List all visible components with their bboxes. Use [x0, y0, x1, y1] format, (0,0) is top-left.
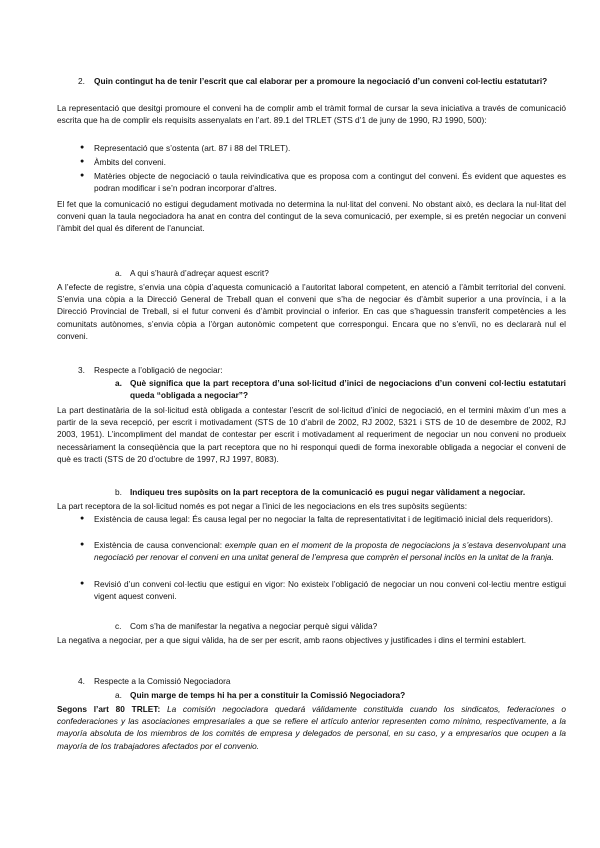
- question-3b-letter: b.: [115, 487, 122, 497]
- question-4a-letter: a.: [115, 690, 122, 700]
- question-3b-bullet-3: [94, 578, 566, 602]
- question-3b-bullet-1: [94, 513, 566, 525]
- question-3a-heading: Què significa que la part receptora d’una sol·licitud d’inici de negociacions d’un conveni col·lectiu estatutari queda “obligada a negociar”?: [130, 378, 566, 401]
- question-3-number: 3.: [78, 365, 85, 375]
- question-2a-heading: A qui s’haurà d’adreçar aquest escrit?: [130, 268, 269, 278]
- question-3b-heading: Indiqueu tres supòsits on la part receptora de la comunicació es pugui negar vàlidament a negociar.: [130, 487, 526, 497]
- question-2a-answer: A l’efecte de registre, s’envia una còpia d’aquesta comunicació a l’autoritat laboral competent, en atenció a l’àmbit territorial del conveni. S’envia una còpia a la Direcció General de Treball quan el conveni que s’ha de negociar és d’àmbit superior a una província, i a la Direcció Provincial de Treball, si el futur conveni és d’àmbit provincial o inferior. En cas que s’haguessin transferit competències a les comunitats autònomes, s’envia còpia a l’òrgan autonòmic competent que correspongui. Encara que no s’envïi, no es declararà nul el conveni.: [57, 282, 566, 341]
- bullet-dot: ●: [80, 144, 85, 151]
- question-3b-intro: La part receptora de la sol·licitud només es pot negar a l’inici de les negociacions en els tres supòsits següents:: [57, 501, 468, 511]
- question-3-heading: Respecte a l’obligació de negociar:: [94, 365, 223, 375]
- question-3c-letter: c.: [115, 621, 122, 631]
- question-2-bullet-2: Àmbits del conveni.: [94, 157, 166, 167]
- bullet-label: Existència de causa convencional:: [94, 540, 223, 550]
- bullet-dot: ●: [80, 515, 85, 522]
- question-4-heading: Respecte a la Comissió Negociadora: [94, 676, 231, 686]
- question-2-intro: La representació que desitgi promoure el conveni ha de complir amb el tràmit formal de cursar la seva iniciativa a través de comunicació escrita que ha de complir els requisits assenyalats en l’art. 89.1 del TRLET (STS d’1 de juny de 1990, RJ 1990, 500):: [57, 103, 566, 126]
- bullet-text: És causa legal per no negociar la falta de representativitat i de legitimació inicial dels requeridors).: [189, 514, 553, 524]
- answer-label: Segons l’art 80 TRLET:: [57, 704, 161, 714]
- question-2-heading: Quin contingut ha de tenir l’escrit que cal elaborar per a promoure la negociació d’un conveni col·lectiu estatutari?: [94, 76, 548, 86]
- bullet-label: Revisió d’un conveni col·lectiu que estigui en vigor:: [94, 579, 286, 589]
- question-3c-answer: La negativa a negociar, per a que sigui vàlida, ha de ser per escrit, amb raons objectives y justificades i dins el termini establert.: [57, 635, 527, 645]
- bullet-dot: ●: [80, 541, 85, 548]
- question-4-number: 4.: [78, 676, 85, 686]
- bullet-dot: ●: [80, 580, 85, 587]
- bullet-label: Existència de causa legal:: [94, 514, 190, 524]
- question-4a-answer: [57, 703, 566, 752]
- question-2-bullet-1: Representació que s’ostenta (art. 87 i 88 del TRLET).: [94, 143, 291, 153]
- answer-text: La comisión negociadora quedará válidamente constituida cuando los sindicatos, federaciones o confederaciones y las asociaciones empresariales a que se refiere el artículo anterior representen como mínimo, respectivamente, a la mayoría absoluta de los miembros de los comités de empresa y delegados de personal, en su caso, y a empresarios que ocupen a la mayoría de los trabajadores afectados por el convenio.: [57, 704, 566, 751]
- question-2-conclusion: El fet que la comunicació no estigui degudament motivada no determina la nul·litat del conveni. No obstant això, es declara la nul·litat del conveni quan la taula negociadora ha anat en contra del contingut de la seva comunicació, per exemple, si es pretén negociar un conveni l’àmbit del qual és diferent de l’anunciat.: [57, 199, 566, 234]
- question-2-bullet-3: Matèries objecte de negociació o taula reivindicativa que es proposa com a contingut del conveni. És evident que aquestes es podran modificar i se’n podran incorporar d’altres.: [94, 171, 566, 194]
- question-3b-bullet-2: [94, 539, 566, 563]
- bullet-text: exemple quan en el moment de la proposta de negociacions ja s’estava desenvolupant una negociació per renovar el conveni en una unitat general de l’empresa que comprèn el personal inclòs en la unitat de la franja.: [94, 540, 566, 563]
- question-2a-letter: a.: [115, 268, 122, 278]
- question-3a-letter: a.: [115, 378, 122, 388]
- question-2-number: 2.: [78, 76, 85, 86]
- question-4a-heading: Quin marge de temps hi ha per a constituir la Comissió Negociadora?: [130, 690, 406, 700]
- question-3a-answer: La part destinatària de la sol·licitud està obligada a contestar l’escrit de sol·licitud d’inici de negociació, en el termini màxim d’un mes a partir de la seva recepció, per escrit i motivadament (STS de 10 d’abril de 2002, RJ 2002, 5321 i STS de 10 de desembre de 2002, RJ 2003, 1951). L’incompliment del mandat de contestar per escrit i motivadament al requeriment de negociar un nou conveni no produeix necessàriament la conseqüència que la part receptora que no hi responqui quedi de forma inexorable obligada a negociar el conveni de què es tracti (STS de 20 d’octubre de 1997, RJ 1997, 8083).: [57, 405, 566, 464]
- bullet-dot: ●: [80, 158, 85, 165]
- question-3c-heading: Com s’ha de manifestar la negativa a negociar perquè sigui vàlida?: [130, 621, 378, 631]
- bullet-text: No existeix l’obligació de negociar un nou conveni col·lectiu mentre estigui vigent aquest conveni.: [94, 579, 566, 602]
- bullet-dot: ●: [80, 172, 85, 179]
